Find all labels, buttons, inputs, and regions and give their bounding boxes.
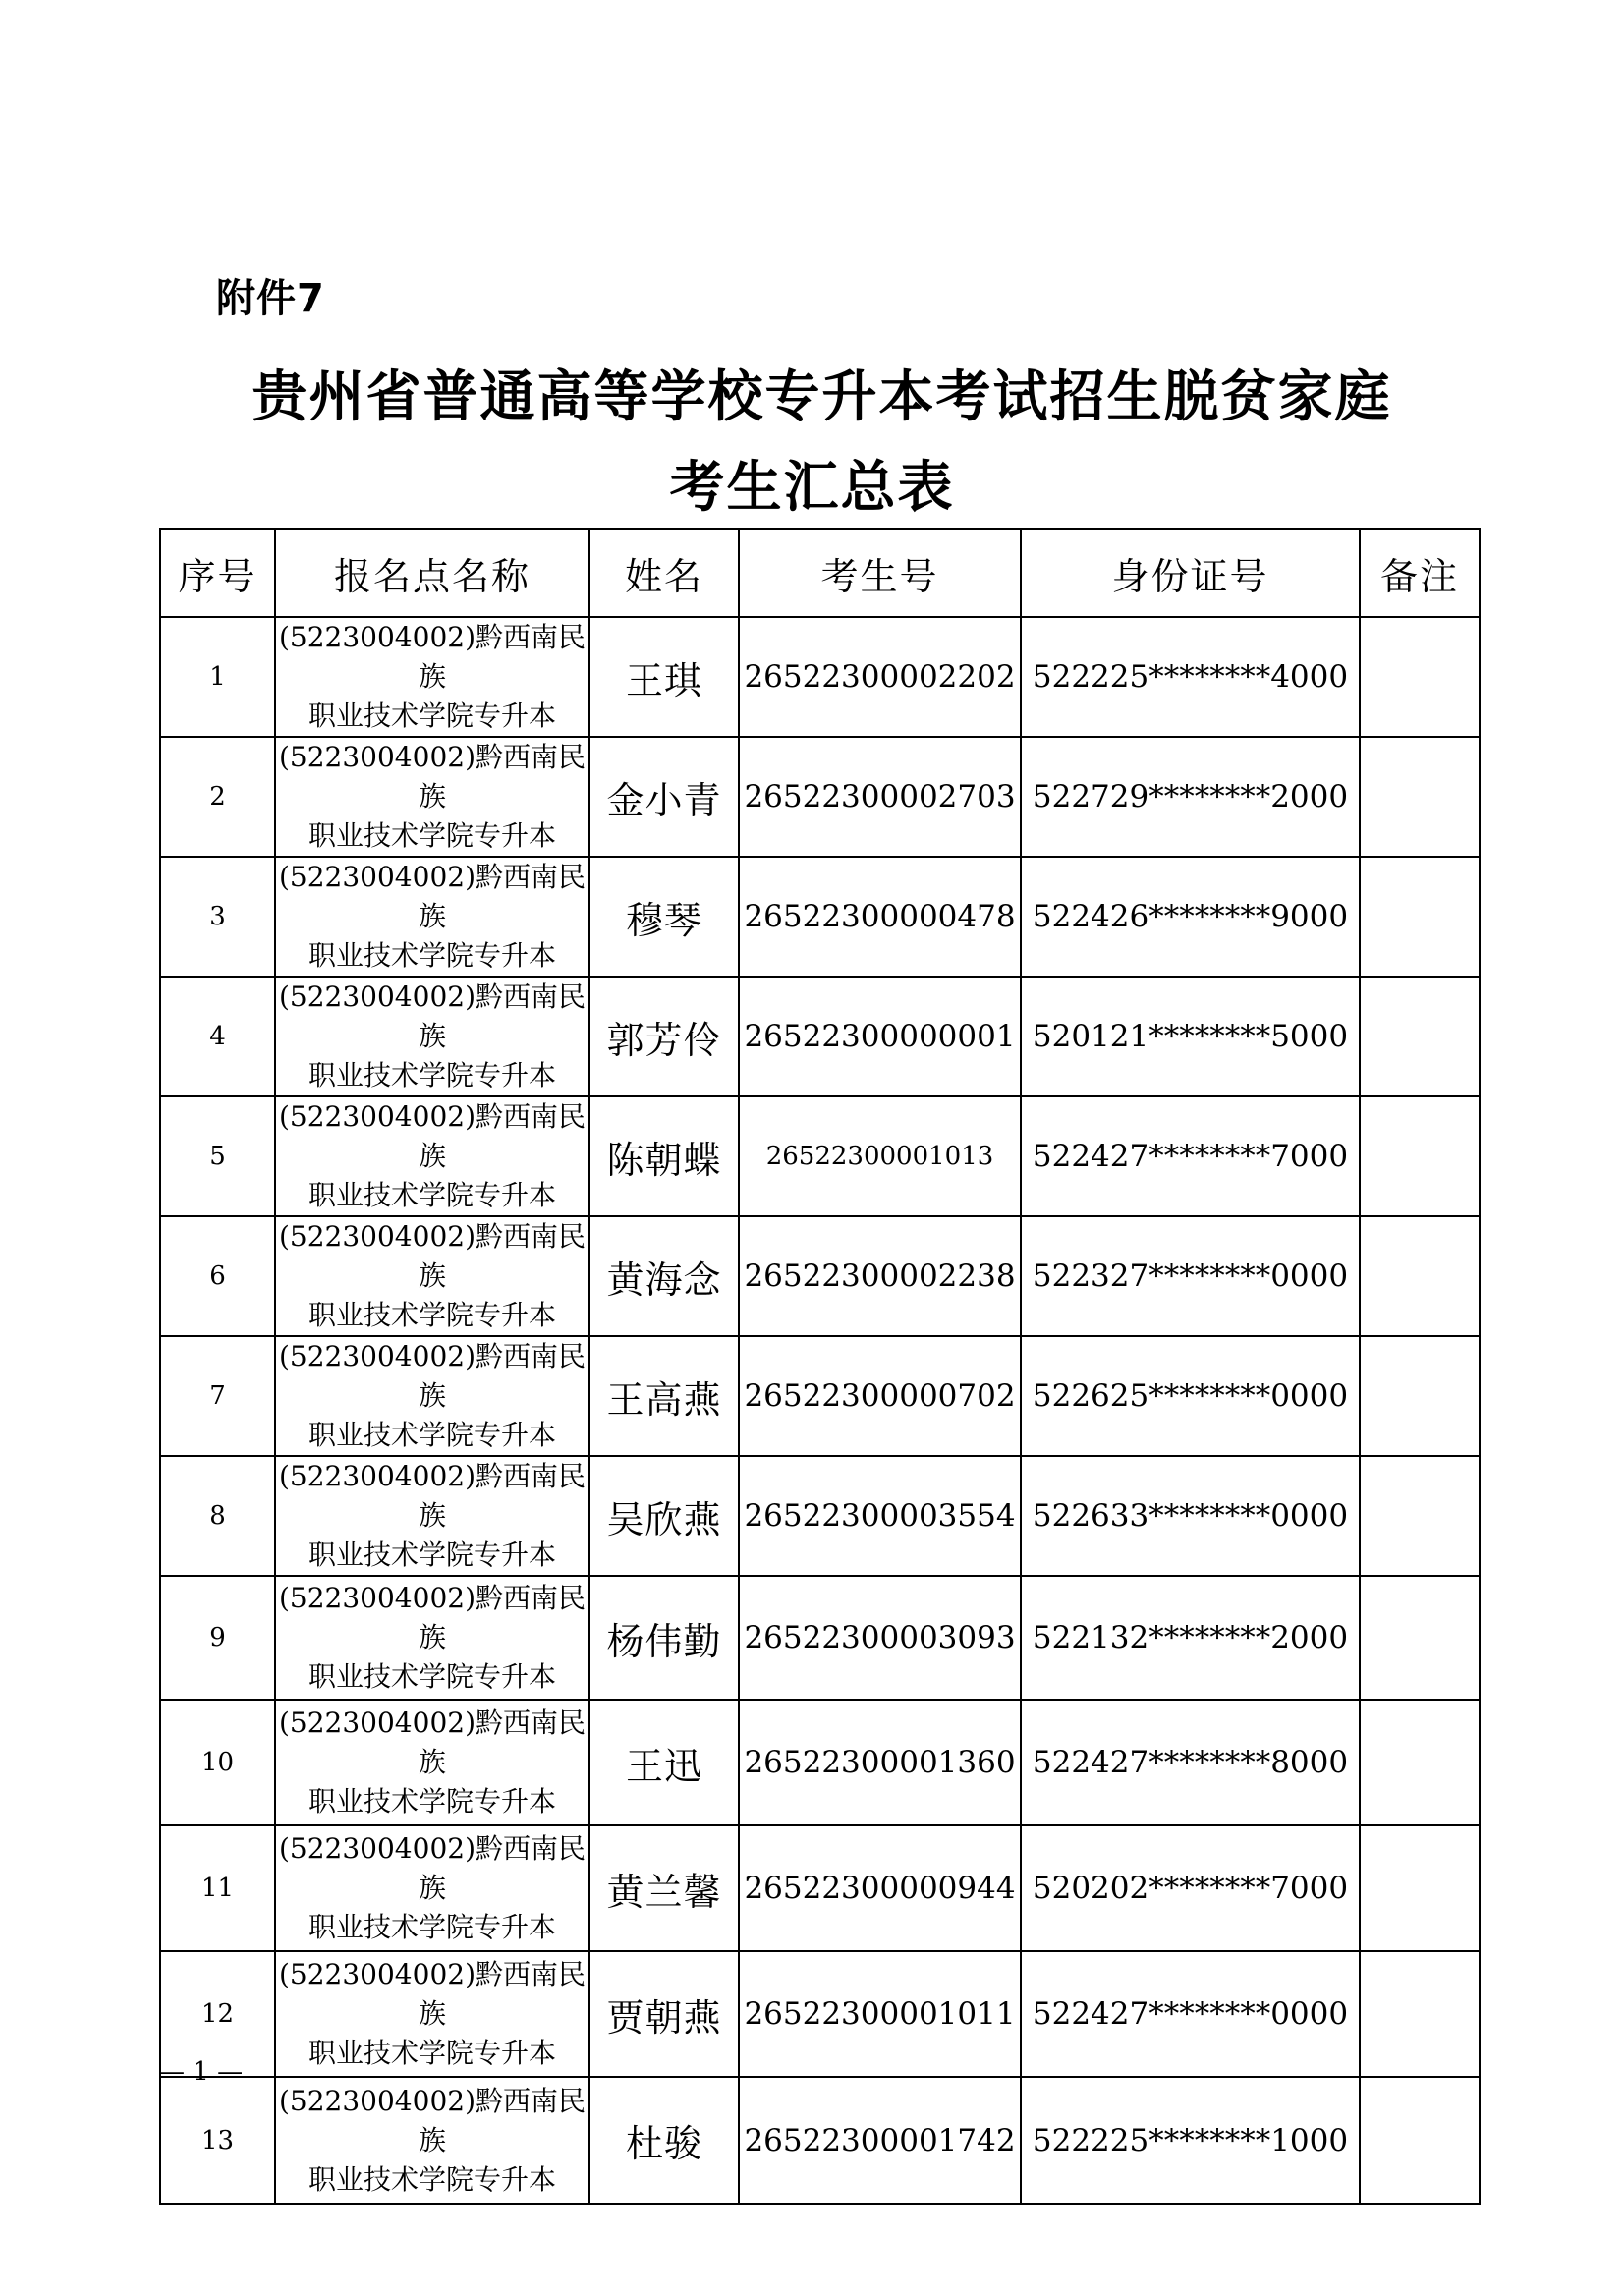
cell-remark (1360, 857, 1480, 977)
cell-name: 杨伟勤 (589, 1576, 739, 1700)
site-line2: 职业技术学院专升本 (308, 700, 556, 732)
table-row (160, 2077, 1480, 2204)
table-row (160, 1576, 1480, 1700)
cell-exam-no: 26522300000478 (739, 857, 1021, 977)
cell-exam-no: 26522300002202 (739, 617, 1021, 737)
cell-id-no: 522427********8000 (1021, 1700, 1360, 1825)
site-line2: 职业技术学院专升本 (308, 2162, 556, 2196)
candidate-summary-table (159, 528, 1481, 2205)
cell-name: 黄海念 (589, 1216, 739, 1336)
site-line2: 职业技术学院专升本 (308, 819, 556, 852)
cell-name: 王琪 (589, 617, 739, 737)
cell-remark (1360, 1336, 1480, 1456)
cell-id-no: 522625********0000 (1021, 1336, 1360, 1456)
site-line2: 职业技术学院专升本 (308, 1419, 556, 1451)
cell-exam-no: 26522300000001 (739, 977, 1021, 1096)
cell-name: 王高燕 (589, 1336, 739, 1456)
cell-site (275, 617, 589, 737)
site-line1: (5223004002)黔西南民族 (279, 1582, 586, 1653)
cell-site (275, 1700, 589, 1825)
cell-remark (1360, 1700, 1480, 1825)
table-row (160, 977, 1480, 1096)
cell-seq: 10 (160, 1700, 275, 1825)
site-line2: 职业技术学院专升本 (308, 939, 556, 972)
cell-exam-no: 26522300000944 (739, 1825, 1021, 1951)
site-line2: 职业技术学院专升本 (308, 1660, 556, 1693)
cell-site (275, 737, 589, 857)
cell-id-no: 520121********5000 (1021, 977, 1360, 1096)
cell-site (275, 857, 589, 977)
cell-exam-no: 26522300002703 (739, 737, 1021, 857)
header-name: 姓名 (589, 529, 739, 617)
cell-remark (1360, 2077, 1480, 2204)
site-line2: 职业技术学院专升本 (308, 1299, 556, 1331)
header-seq: 序号 (160, 529, 275, 617)
table-row (160, 1456, 1480, 1576)
cell-remark (1360, 1951, 1480, 2077)
table-row (160, 1700, 1480, 1825)
cell-name: 吴欣燕 (589, 1456, 739, 1576)
site-line1: (5223004002)黔西南民族 (279, 621, 586, 693)
cell-id-no: 522225********1000 (1021, 2077, 1360, 2204)
cell-seq: 13 (160, 2077, 275, 2204)
header-remark: 备注 (1360, 529, 1480, 617)
header-site: 报名点名称 (275, 529, 589, 617)
cell-id-no: 520202********7000 (1021, 1825, 1360, 1951)
cell-remark (1360, 1576, 1480, 1700)
cell-seq: 1 (160, 617, 275, 737)
cell-id-no: 522427********7000 (1021, 1096, 1360, 1216)
site-line2: 职业技术学院专升本 (308, 1539, 556, 1571)
cell-site (275, 1951, 589, 2077)
cell-site (275, 1096, 589, 1216)
cell-name: 黄兰馨 (589, 1825, 739, 1951)
cell-seq: 3 (160, 857, 275, 977)
table-row (160, 1096, 1480, 1216)
table-row (160, 1951, 1480, 2077)
cell-exam-no: 26522300001013 (739, 1096, 1021, 1216)
cell-exam-no: 26522300003093 (739, 1576, 1021, 1700)
page-number: — 1 — (159, 2057, 244, 2087)
cell-id-no: 522633********0000 (1021, 1456, 1360, 1576)
cell-exam-no: 26522300001742 (739, 2077, 1021, 2204)
cell-seq: 12 (160, 1951, 275, 2077)
cell-id-no: 522427********0000 (1021, 1951, 1360, 2077)
cell-id-no: 522729********2000 (1021, 737, 1360, 857)
document-title-line1: 贵州省普通高等学校专升本考试招生脱贫家庭 (252, 365, 1392, 429)
cell-remark (1360, 737, 1480, 857)
cell-remark (1360, 1825, 1480, 1951)
attachment-label: 附件7 (216, 276, 325, 321)
cell-site (275, 1216, 589, 1336)
table-row (160, 1336, 1480, 1456)
table-row (160, 1216, 1480, 1336)
cell-site (275, 1576, 589, 1700)
site-line2: 职业技术学院专升本 (308, 1785, 556, 1818)
site-line1: (5223004002)黔西南民族 (279, 1340, 586, 1412)
cell-seq: 7 (160, 1336, 275, 1456)
site-line2: 职业技术学院专升本 (308, 2037, 556, 2069)
cell-seq: 2 (160, 737, 275, 857)
cell-seq: 8 (160, 1456, 275, 1576)
cell-id-no: 522132********2000 (1021, 1576, 1360, 1700)
site-line1: (5223004002)黔西南民族 (279, 861, 586, 932)
cell-remark (1360, 977, 1480, 1096)
cell-remark (1360, 1456, 1480, 1576)
cell-name: 陈朝蝶 (589, 1096, 739, 1216)
cell-exam-no: 26522300001011 (739, 1951, 1021, 2077)
header-exam-no: 考生号 (739, 529, 1021, 617)
cell-id-no: 522225********4000 (1021, 617, 1360, 737)
site-line1: (5223004002)黔西南民族 (279, 1832, 586, 1904)
cell-name: 郭芳伶 (589, 977, 739, 1096)
cell-name: 杜骏 (589, 2077, 739, 2204)
table-row (160, 1825, 1480, 1951)
site-line1: (5223004002)黔西南民族 (279, 980, 586, 1052)
cell-exam-no: 26522300002238 (739, 1216, 1021, 1336)
cell-remark (1360, 617, 1480, 737)
cell-exam-no: 26522300003554 (739, 1456, 1021, 1576)
site-line2: 职业技术学院专升本 (308, 1059, 556, 1092)
cell-exam-no: 26522300000702 (739, 1336, 1021, 1456)
cell-id-no: 522426********9000 (1021, 857, 1360, 977)
cell-exam-no: 26522300001360 (739, 1700, 1021, 1825)
site-line2: 职业技术学院专升本 (308, 1911, 556, 1943)
table-row (160, 737, 1480, 857)
site-line1: (5223004002)黔西南民族 (279, 1958, 586, 2030)
cell-name: 金小青 (589, 737, 739, 857)
cell-remark (1360, 1096, 1480, 1216)
cell-seq: 9 (160, 1576, 275, 1700)
cell-id-no: 522327********0000 (1021, 1216, 1360, 1336)
cell-site (275, 1336, 589, 1456)
cell-seq: 5 (160, 1096, 275, 1216)
table-header-row (160, 529, 1480, 617)
site-line1: (5223004002)黔西南民族 (279, 2084, 586, 2156)
cell-seq: 6 (160, 1216, 275, 1336)
cell-site (275, 1456, 589, 1576)
table-row (160, 857, 1480, 977)
cell-site (275, 2077, 589, 2204)
cell-seq: 4 (160, 977, 275, 1096)
site-line1: (5223004002)黔西南民族 (279, 741, 586, 812)
site-line1: (5223004002)黔西南民族 (279, 1460, 586, 1532)
header-id-no: 身份证号 (1021, 529, 1360, 617)
cell-name: 王迅 (589, 1700, 739, 1825)
cell-site (275, 1825, 589, 1951)
site-line1: (5223004002)黔西南民族 (279, 1220, 586, 1292)
site-line1: (5223004002)黔西南民族 (279, 1100, 586, 1172)
cell-remark (1360, 1216, 1480, 1336)
cell-name: 穆琴 (589, 857, 739, 977)
cell-seq: 11 (160, 1825, 275, 1951)
cell-name: 贾朝燕 (589, 1951, 739, 2077)
site-line1: (5223004002)黔西南民族 (279, 1707, 586, 1778)
document-title-line2: 考生汇总表 (669, 456, 955, 520)
site-line2: 职业技术学院专升本 (308, 1179, 556, 1211)
cell-site (275, 977, 589, 1096)
table-row (160, 617, 1480, 737)
